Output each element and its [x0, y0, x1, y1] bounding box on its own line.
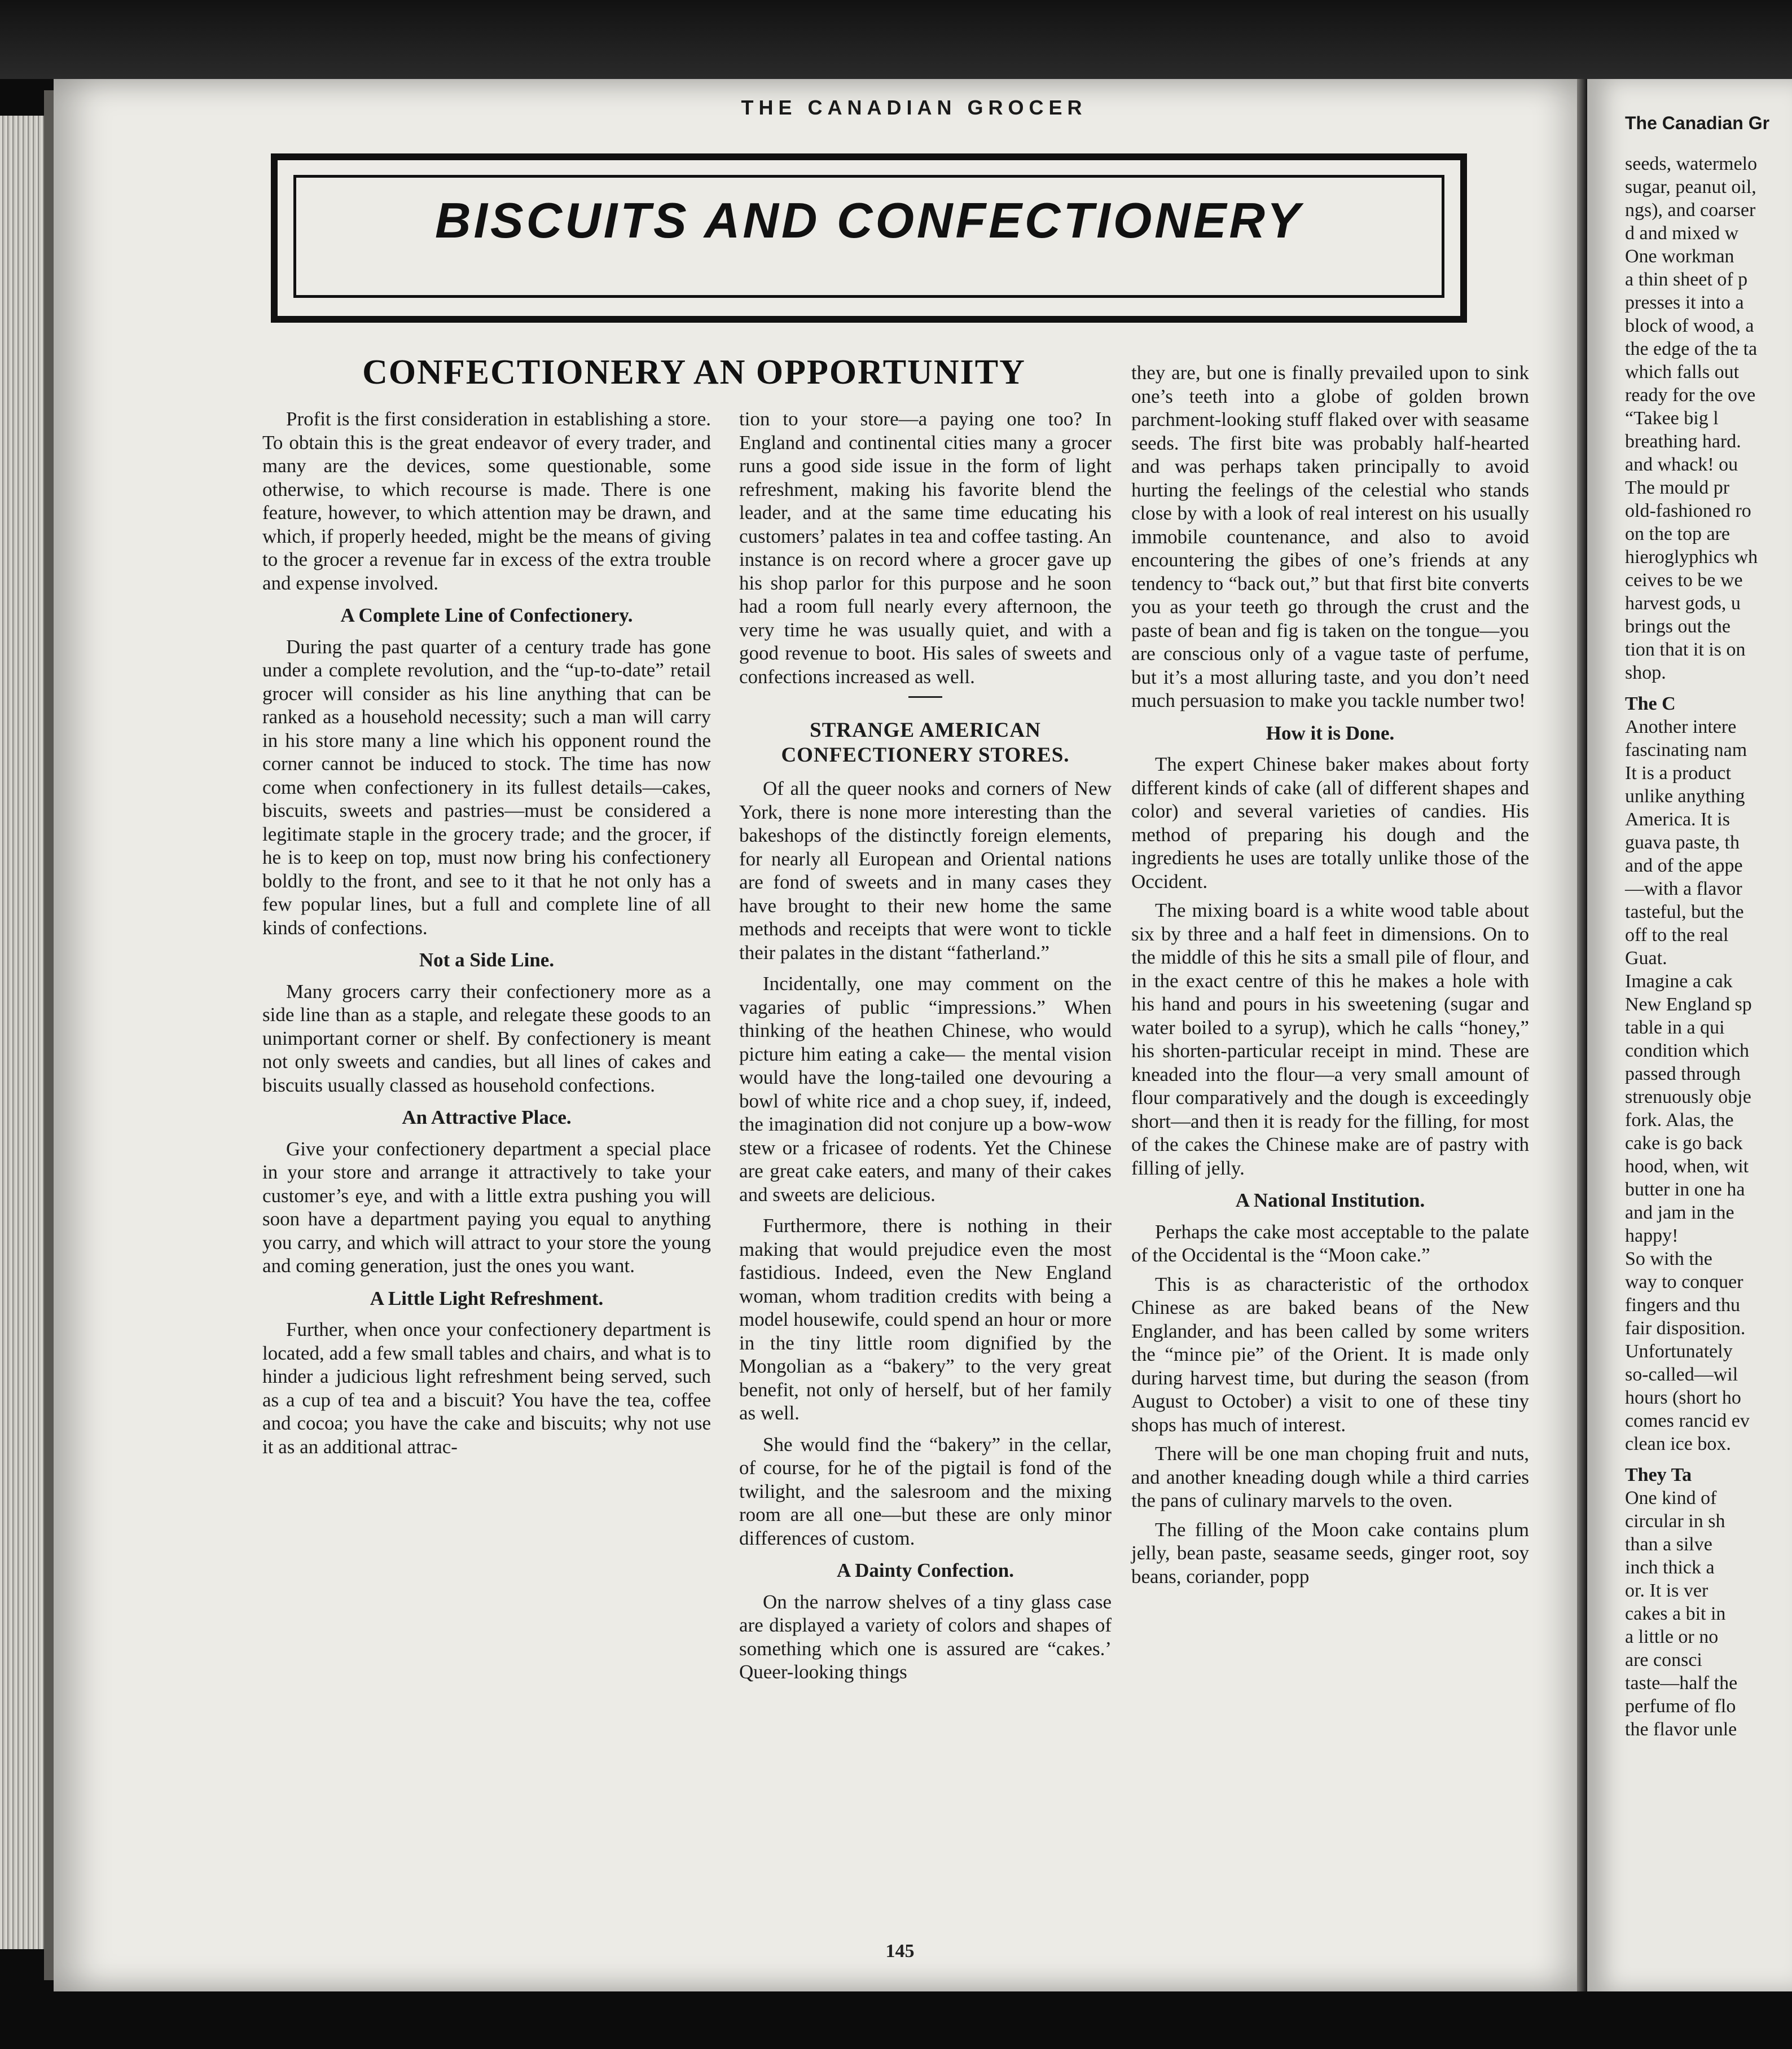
next-page-text-line: harvest gods, u: [1625, 593, 1741, 614]
next-page-text-line: fair disposition.: [1625, 1318, 1746, 1339]
spacer: [1625, 684, 1792, 692]
next-page-text-line: presses it into a: [1625, 292, 1744, 313]
next-page-text-line: The mould pr: [1625, 477, 1730, 498]
next-page-text-line: ready for the ove: [1625, 385, 1756, 406]
next-page-text-line: inch thick a: [1625, 1557, 1715, 1578]
book-page-edges: [0, 116, 46, 1949]
next-page-text-line: block of wood, a: [1625, 315, 1754, 336]
next-page-text-line: One workman: [1625, 246, 1734, 267]
paragraph: they are, but one is finally prevailed upon to sink one’s teeth into a globe of golden brown parchment-looking stuff flaked over with seasame seeds. The first bite was probably half-hearted and was perhaps taken principally to avoid hurting the feelings of the celestial who stands close by with a look of real interest on his usually immobile countenance, and also to avoid encountering the gibes of one’s friends at any tendency to “back out,” but that first bite converts you as your teeth go through the crust and the paste of bean and fig is taken on the tongue—you are conscious only of a vague taste of perfume, but it’s a most alluring taste, and you don’t need much persuasion to make you tackle number two!: [1131, 362, 1529, 711]
spacer: [1625, 1456, 1792, 1463]
scan-background: [0, 0, 1792, 79]
paragraph: Furthermore, there is nothing in their making that would prejudice even the most fastidious. Indeed, even the New England woman, whom tradition credits with being a model housewife, could spend an hour or more in the tiny little room dignified by the Mongolian as a “bakery” to the very great benefit, not only of herself, but of her family as well.: [739, 1215, 1112, 1424]
next-page-text-line: ceives to be we: [1625, 570, 1743, 591]
next-page-text-line: hours (short ho: [1625, 1387, 1741, 1408]
next-page-text-line: It is a product: [1625, 763, 1731, 784]
paragraph: tion to your store—a paying one too? In England and continental cities many a grocer runs a good side issue in the form of light refreshment, making his favorite blend the leader, and at the same time educating his customers’ palates in tea and coffee tasting. An instance is on record where a grocer gave up his shop parlor for this purpose and he soon had a room full nearly every afternoon, the very time he was usually quiet, and with a good revenue to boot. His sales of sweets and confections increased as well.: [739, 408, 1112, 688]
paragraph: Give your confectionery department a special place in your store and arrange it attractively to take your customer’s eye, and with a little extra pushing you will soon have a department paying you equal to anything you carry, and which will attract to your store the young and coming generation, just the ones you want.: [262, 1137, 711, 1277]
next-page-text-line: and jam in the: [1625, 1202, 1734, 1223]
next-page-text-line: taste—half the: [1625, 1673, 1738, 1694]
next-page-text-line: So with the: [1625, 1248, 1712, 1269]
next-page-text-line: and whack! ou: [1625, 454, 1738, 475]
next-page-text-line: Unfortunately: [1625, 1341, 1733, 1362]
next-page-text-line: brings out the: [1625, 616, 1730, 637]
book-gutter: [1577, 79, 1587, 1991]
next-page-text-line: condition which: [1625, 1040, 1750, 1061]
next-page-text-line: fascinating nam: [1625, 740, 1747, 760]
next-page-text-line: “Takee big l: [1625, 408, 1719, 429]
next-page-text-line: shop.: [1625, 662, 1666, 683]
next-page-text-line: Imagine a cak: [1625, 971, 1733, 992]
next-page-text-line: off to the real: [1625, 925, 1729, 946]
column-3: [1131, 361, 1529, 1594]
column-1: [262, 407, 711, 1466]
next-page-text-line: which falls out: [1625, 362, 1740, 382]
next-page-text-line: tasteful, but the: [1625, 902, 1744, 922]
next-page-text-line: fingers and thu: [1625, 1295, 1740, 1316]
page-number: 145: [885, 1941, 915, 1962]
next-page-text-line: d and mixed w: [1625, 223, 1739, 244]
paragraph: On the narrow shelves of a tiny glass case are displayed a variety of colors and shapes of something which one is assured are “cakes.’ Queer-looking things: [739, 1590, 1112, 1683]
next-page-text-line: on the top are: [1625, 524, 1730, 544]
paragraph: Further, when once your confectionery department is located, add a few small tables and chairs, and what is to hinder a judicious light refreshment being served, such as a cup of tea and a biscuit? You have the tea, coffee and cocoa; you have the cake and biscuits; why not use it as an additional attrac-: [262, 1318, 711, 1458]
paragraph: This is as characteristic of the orthodox Chinese as are baked beans of the New Englander, and has been called by some writers the “mince pie” of the Orient. It is made only during harvest time, but during the season (from August to October) a visit to one of these tiny shops has much of interest.: [1131, 1273, 1529, 1436]
next-page-column: [1625, 152, 1792, 1741]
next-page-text-line: Guat.: [1625, 948, 1667, 969]
next-page-text-line: seeds, watermelo: [1625, 153, 1758, 174]
next-page-text-line: are consci: [1625, 1650, 1702, 1670]
paragraph: There will be one man choping fruit and nuts, and another kneading dough while a third carries the pans of culinary marvels to the oven.: [1131, 1443, 1529, 1511]
next-page-text-line: the edge of the ta: [1625, 338, 1758, 359]
next-page-text-line: guava paste, th: [1625, 832, 1740, 853]
next-page-text-line: so-called—wil: [1625, 1364, 1738, 1385]
next-page-text-line: cakes a bit in: [1625, 1603, 1726, 1624]
paragraph: The filling of the Moon cake contains plum jelly, bean paste, seasame seeds, ginger root, soy beans, coriander, popp: [1131, 1518, 1529, 1588]
next-page-text-line: perfume of flo: [1625, 1696, 1736, 1717]
article-subtitle: STRANGE AMERICAN CONFECTIONERY STORES.: [781, 719, 1070, 767]
next-page-text-line: fork. Alas, the: [1625, 1110, 1734, 1131]
next-page-subheading: They Ta: [1625, 1465, 1692, 1485]
next-page-text-line: a little or no: [1625, 1626, 1719, 1647]
section-banner-title: BISCUITS AND CONFECTIONERY: [434, 192, 1303, 248]
next-page-text-line: breathing hard.: [1625, 431, 1741, 452]
paragraph: During the past quarter of a century trade has gone under a complete revolution, and the “up-to-date” retail grocer will consider as his line anything that can be ranked as a household necessity; such a man will carry in his store many a line which his opponent round the corner cannot be induced to stock. The time has now come when confectionery in its fullest details—cakes, biscuits, sweets and pastries—must be considered a legitimate staple in the grocery trade; and the grocer, if he is to keep on top, must now bring his confectionery boldly to the front, and see to it that he not only has a few popular lines, but a full and complete line of all kinds of confections.: [262, 635, 711, 939]
next-page-text-line: tion that it is on: [1625, 639, 1746, 660]
paragraph: Incidentally, one may comment on the vagaries of public “impressions.” When thinking of the heathen Chinese, who would picture him eating a cake— the mental vision would have the long-tailed one devouring a bowl of white rice and a chop suey, if, indeed, the imagination did not conjure up a bow-wow stew or a fricasee of rodents. Yet the Chinese are great cake eaters, and many of their cakes and sweets are delicious.: [739, 973, 1112, 1206]
paragraph: She would find the “bakery” in the cellar, of course, for he of the pigtail is fond of the twilight, and the salesroom and the mixing room are all one—but these are only minor differences of custom.: [739, 1433, 1112, 1549]
section-divider-rule: [908, 696, 942, 698]
next-page-text-line: than a silve: [1625, 1534, 1712, 1555]
next-page-text-line: passed through: [1625, 1063, 1741, 1084]
next-page-text-line: or. It is ver: [1625, 1580, 1708, 1601]
paragraph: Many grocers carry their confectionery more as a side line than as a staple, and relegate these goods to an unimportant corner or shelf. By confectionery is meant not only sweets and candies, but all lines of cakes and biscuits usually classed as household confections.: [262, 980, 711, 1096]
next-page-text-line: ngs), and coarser: [1625, 200, 1756, 221]
next-page-subheading: The C: [1625, 693, 1676, 714]
next-page-text-line: table in a qui: [1625, 1017, 1725, 1038]
running-head: THE CANADIAN GROCER: [741, 96, 1087, 119]
next-page-text-line: the flavor unle: [1625, 1719, 1737, 1740]
next-page-text-line: way to conquer: [1625, 1272, 1743, 1292]
next-page-text-line: a thin sheet of p: [1625, 269, 1748, 290]
next-page-text-line: happy!: [1625, 1225, 1679, 1246]
next-page-text-line: unlike anything: [1625, 786, 1745, 807]
paragraph: Profit is the first consideration in establishing a store. To obtain this is the great endeavor of every trader, and many are the devices, some questionable, some otherwise, to which recourse is made. There is one feature, however, to which attention may be drawn, and which, if properly heeded, might be the means of giving to the grocer a revenue far in excess of the extra trouble and expense involved.: [262, 408, 711, 594]
next-page-text-line: hieroglyphics wh: [1625, 547, 1758, 568]
next-page-text-line: —with a flavor: [1625, 878, 1742, 899]
next-page-text-line: Another intere: [1625, 716, 1737, 737]
paragraph: Perhaps the cake most acceptable to the palate of the Occidental is the “Moon cake.”: [1131, 1220, 1529, 1266]
next-page-text-line: old-fashioned ro: [1625, 500, 1751, 521]
subheading: How it is Done.: [1266, 722, 1395, 744]
subheading: A Complete Line of Confectionery.: [340, 604, 633, 626]
next-page-text-line: America. It is: [1625, 809, 1730, 830]
next-page-text-line: sugar, peanut oil,: [1625, 177, 1756, 197]
next-page-text-line: and of the appe: [1625, 855, 1743, 876]
next-page-text-line: hood, when, wit: [1625, 1156, 1749, 1177]
subheading: Not a Side Line.: [419, 949, 555, 971]
subheading: An Attractive Place.: [402, 1106, 572, 1128]
next-page-text-line: circular in sh: [1625, 1511, 1725, 1532]
paragraph: The expert Chinese baker makes about forty different kinds of cake (all of different shapes and color) and several varieties of candies. His method of preparing his dough and the ingredients he uses are totally unlike those of the Occident.: [1131, 753, 1529, 892]
next-page-text-line: One kind of: [1625, 1488, 1717, 1509]
next-page-running-head: The Canadian Gr: [1625, 113, 1770, 133]
next-page-text-line: butter in one ha: [1625, 1179, 1745, 1200]
article-headline: CONFECTIONERY AN OPPORTUNITY: [362, 353, 1026, 392]
subheading: A Dainty Confection.: [836, 1559, 1014, 1581]
next-page-text-line: strenuously obje: [1625, 1087, 1751, 1107]
next-page-text-line: cake is go back: [1625, 1133, 1743, 1154]
next-page-text-line: New England sp: [1625, 994, 1752, 1015]
paragraph: The mixing board is a white wood table about six by three and a half feet in dimensions. On to the middle of this he sits a small pile of flour, and in the exact centre of this he makes a hole with his hand and pours in his sweetening (sugar and water boiled to a syrup), which he calls “honey,” his shorten-particular receipt in mind. These are kneaded into the flour—a very small amount of flour comparatively and the dough is exceedingly short—and then it is ready for the filling, for most of the cakes the Chinese make are of pastry with filling of jelly.: [1131, 899, 1529, 1179]
subheading: A Little Light Refreshment.: [370, 1287, 604, 1309]
next-page-text-line: comes rancid ev: [1625, 1410, 1750, 1431]
column-2: [739, 407, 1112, 1692]
paragraph: Of all the queer nooks and corners of New York, there is none more interesting than the bakeshops of the distinctly foreign elements, for nearly all European and Oriental nations are fond of sweets and in many cases they have brought to their new home the same methods and receipts that were wont to tickle their palates in the distant “fatherland.”: [739, 777, 1112, 964]
subheading: A National Institution.: [1235, 1189, 1425, 1211]
next-page-text-line: clean ice box.: [1625, 1434, 1731, 1454]
